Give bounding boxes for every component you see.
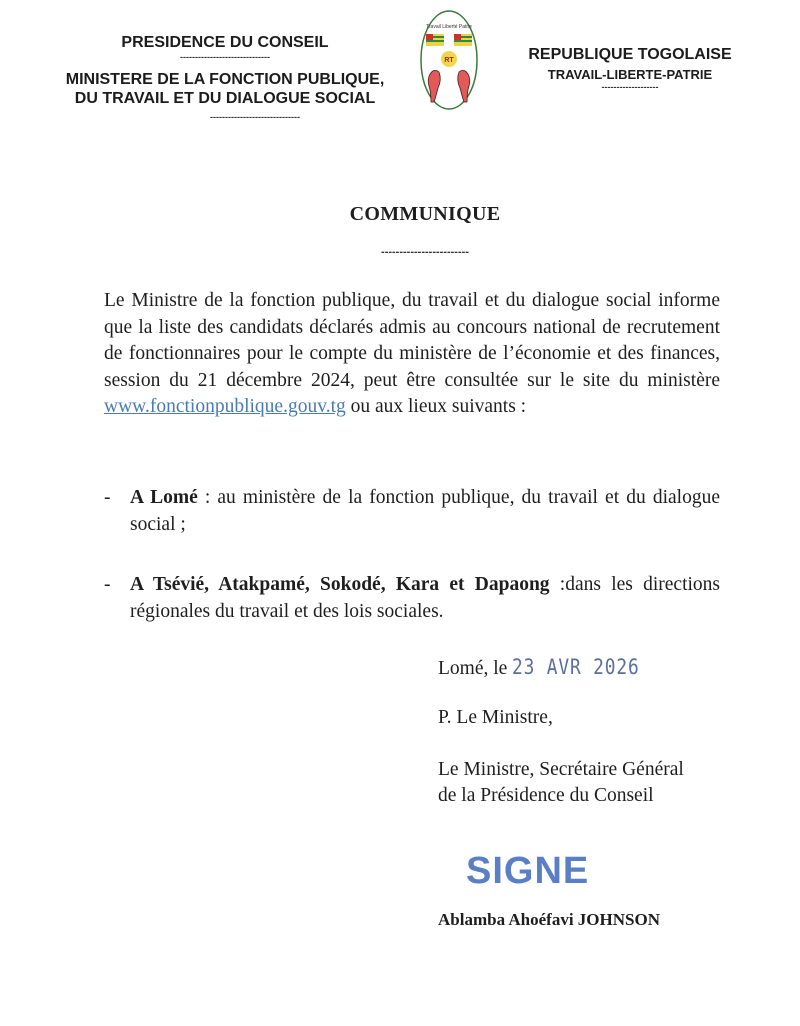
ministere-line2: DU TRAVAIL ET DU DIALOGUE SOCIAL [74, 90, 376, 107]
bullet: - [104, 487, 111, 508]
svg-text:RT: RT [444, 57, 454, 64]
header-ministere [55, 70, 395, 127]
coat-of-arms-icon [418, 8, 480, 112]
body-text-end: ou aux lieux suivants : [345, 396, 527, 417]
title-line2: de la Présidence du Conseil [438, 785, 654, 806]
presidence-label: PRESIDENCE DU CONSEIL [121, 34, 329, 51]
place-prefix: Lomé, le [438, 658, 508, 679]
location-detail: : au ministère de la fonction publique, du travail et du dialogue social ; [130, 487, 720, 535]
date-stamp: 23 AVR 2026 [512, 655, 640, 679]
republique-label: REPUBLIQUE TOGOLAISE [528, 46, 732, 63]
separator: ------------------------------ [210, 112, 300, 122]
location-detail: :dans les directions régionales du travail et des lois sociales. [130, 574, 720, 622]
svg-text:Travail Liberté Patrie: Travail Liberté Patrie [426, 24, 472, 30]
signed-stamp: SIGNE [466, 850, 590, 892]
for-minister-label: P. Le Ministre, [438, 707, 553, 728]
header-presidence [55, 34, 395, 62]
signatory-title [438, 757, 684, 809]
body-paragraph [104, 288, 720, 421]
separator: ------------------- [601, 82, 659, 92]
title-line1: Le Ministre, Secrétaire Général [438, 759, 684, 780]
separator: ------------------------ [381, 246, 469, 258]
location-name: A Lomé [130, 487, 198, 508]
location-name: A Tsévié, Atakpamé, Sokodé, Kara et Dapaong [130, 574, 550, 595]
communique-title [300, 203, 550, 258]
body-text: Le Ministre de la fonction publique, du travail et du dialogue social informe que la liste des candidats déclarés admis au concours national de recrutement de fonctionnaires pour le compte du ministère de l’économie et des finances, session du 21 décembre 2024, peut être consultée sur le site du ministère [104, 290, 720, 391]
title-text: COMMUNIQUE [349, 203, 501, 225]
ministry-website-link[interactable]: www.fonctionpublique.gouv.tg [104, 396, 346, 417]
location-item [104, 485, 720, 538]
date-line [438, 655, 662, 680]
location-item [104, 572, 720, 625]
separator: ------------------------------ [180, 52, 270, 62]
bullet: - [104, 574, 111, 595]
motto-label: TRAVAIL-LIBERTE-PATRIE [547, 67, 713, 82]
motto-block [520, 67, 740, 92]
ministere-line1: MINISTERE DE LA FONCTION PUBLIQUE, [65, 71, 385, 88]
signatory-name: Ablamba Ahoéfavi JOHNSON [438, 910, 660, 929]
